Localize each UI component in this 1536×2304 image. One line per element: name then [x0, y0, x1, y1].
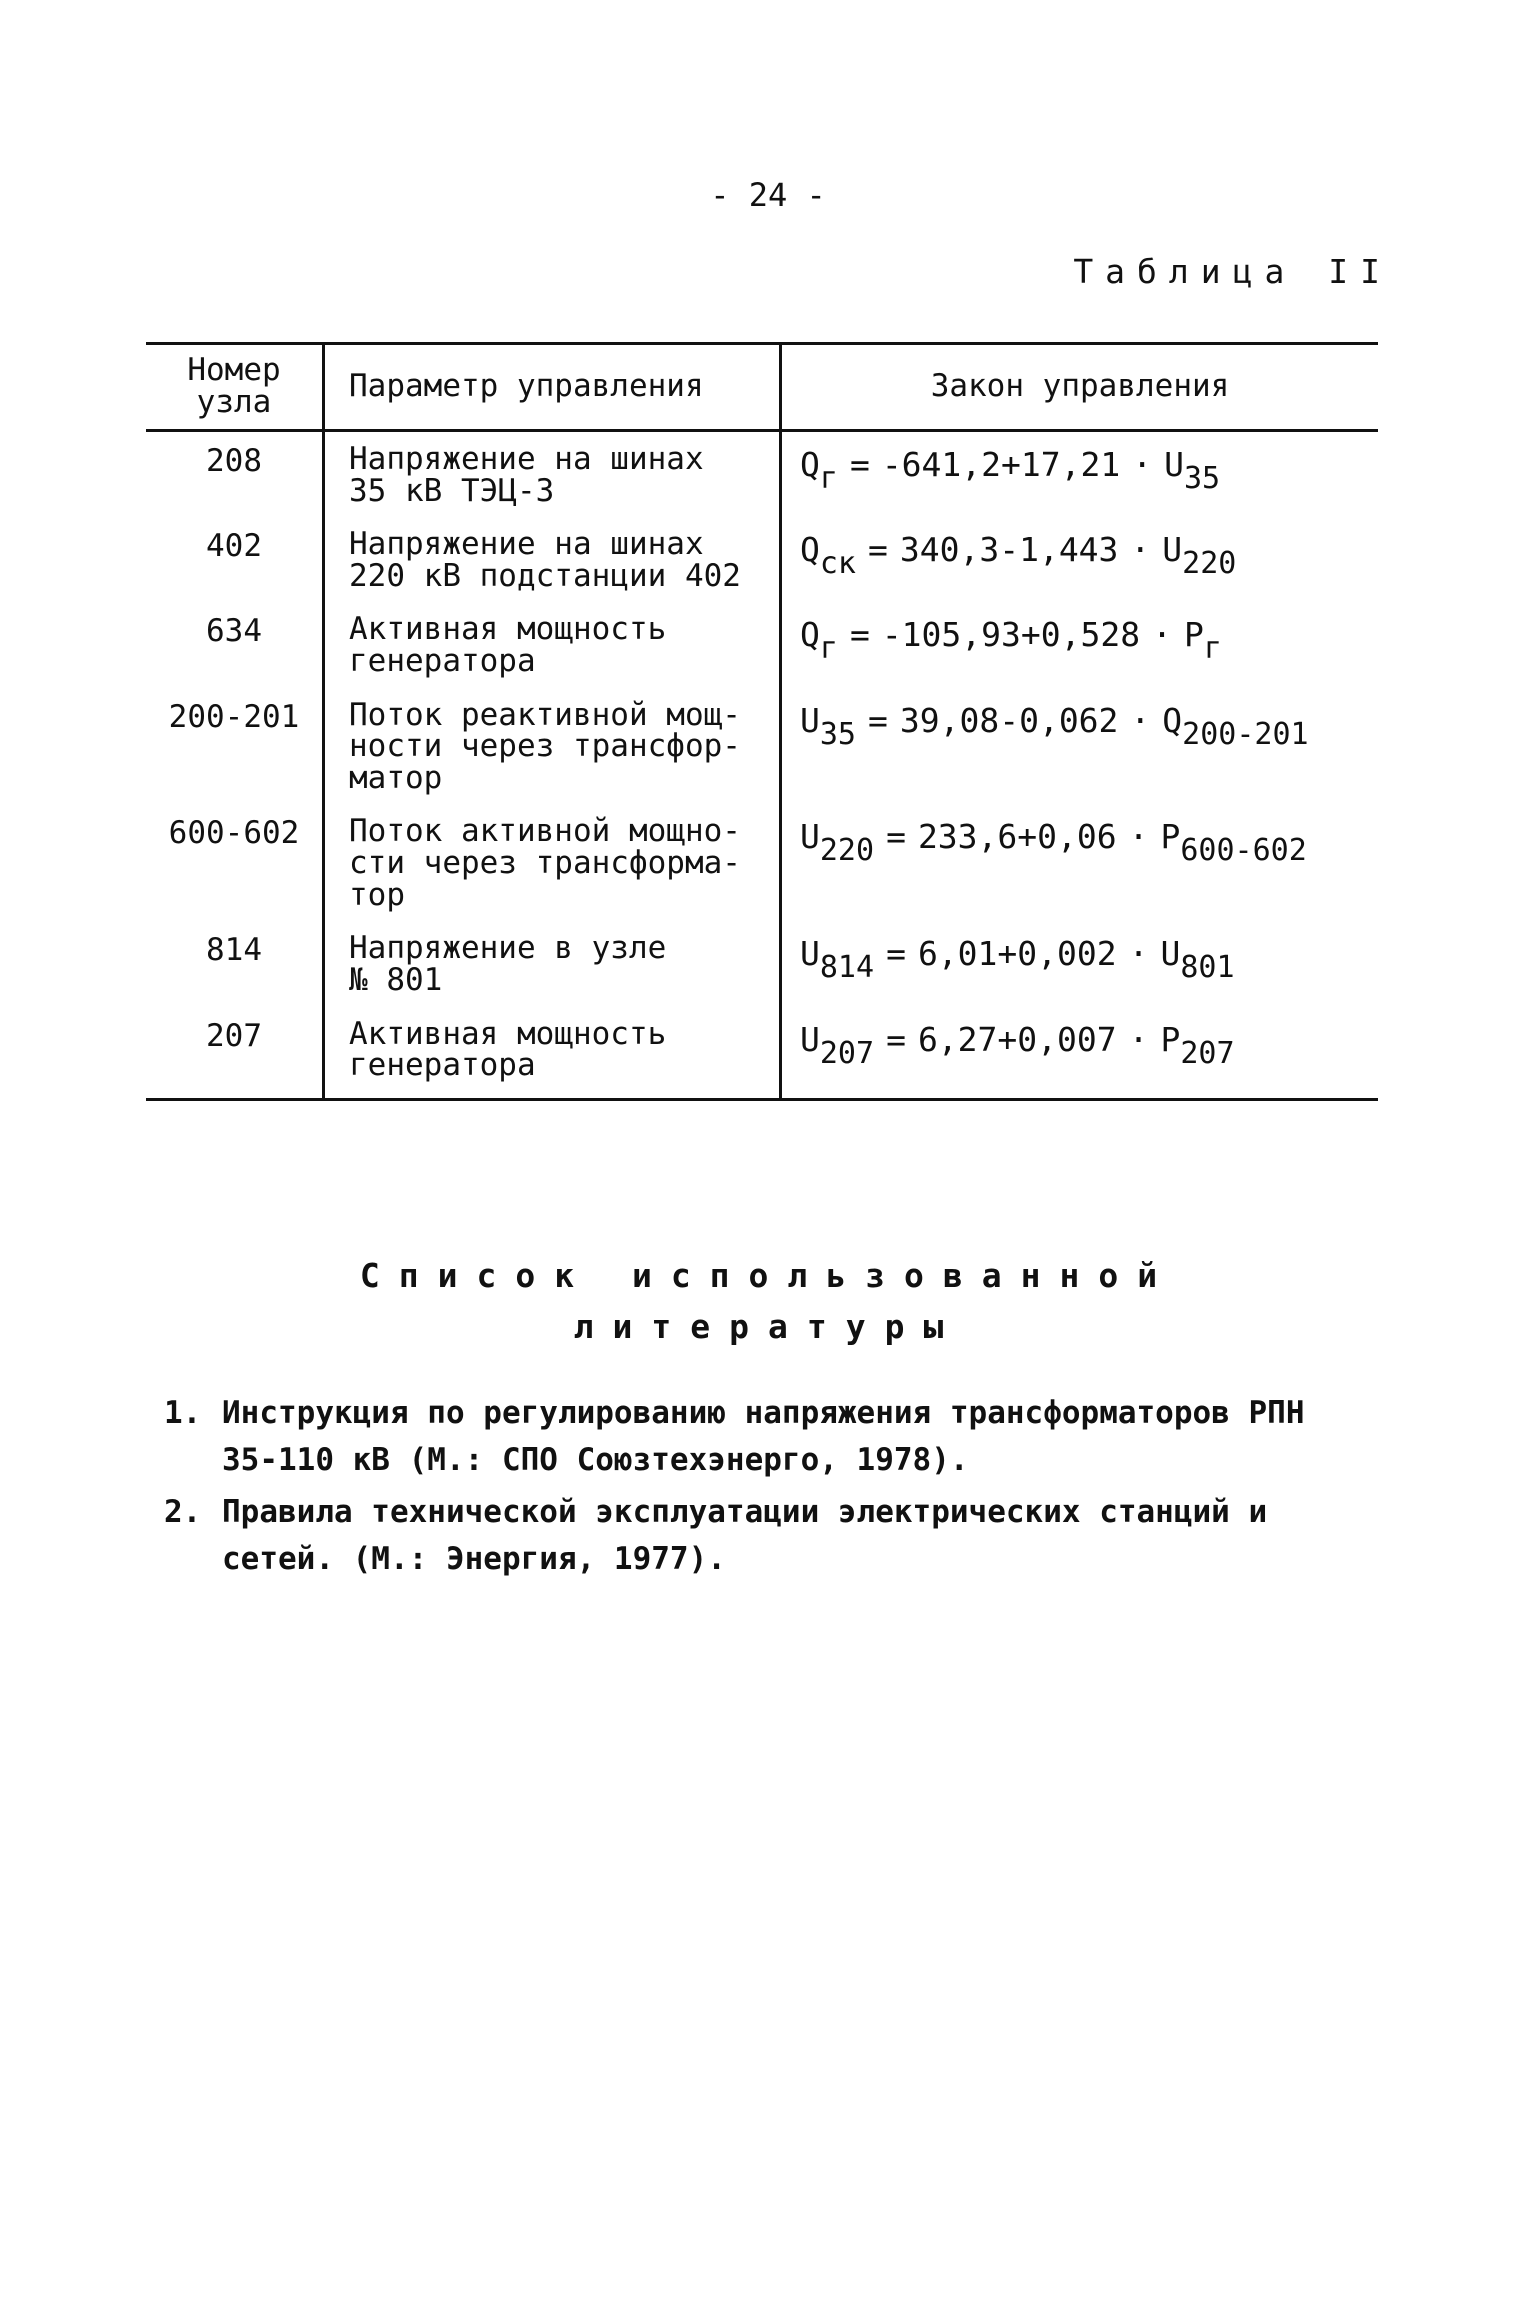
law-lhs-symbol: U [800, 934, 820, 974]
equals-sign: = [886, 934, 906, 974]
header-node-number [146, 344, 324, 431]
law-rhs-symbol: P [1160, 817, 1181, 857]
table-row [146, 431, 1378, 518]
law-lhs-symbol: U [800, 700, 820, 740]
node-number-cell: 402 [206, 528, 262, 565]
law-lhs-symbol: Q [800, 615, 820, 655]
node-number-cell: 600-602 [168, 815, 300, 852]
parameter-cell [324, 602, 781, 687]
parameter-line: генератора [349, 1047, 536, 1084]
page-number: - 24 - [710, 176, 826, 214]
law-rhs-subscript: 200-201 [1182, 716, 1309, 752]
law-lhs-subscript: 814 [819, 950, 875, 986]
table-row [146, 517, 1378, 602]
parameter-cell [324, 804, 781, 921]
law-cell [781, 517, 1379, 602]
parameter-line: № 801 [349, 961, 443, 998]
parameter-line: Напряжение на шинах [349, 441, 704, 477]
equals-sign: = [886, 817, 906, 857]
node-number-cell: 207 [146, 1007, 324, 1100]
equals-sign: = [886, 1019, 906, 1059]
control-law-table [146, 342, 1378, 1101]
equals-sign: = [849, 615, 870, 655]
parameter-line: Напряжение на шинах [349, 526, 704, 563]
parameter-cell [324, 431, 781, 518]
parameter-cell [324, 517, 781, 602]
node-number-cell: 814 [206, 932, 262, 969]
law-lhs-subscript: ск [819, 546, 856, 582]
table-row [146, 804, 1378, 921]
equals-sign: = [868, 530, 888, 570]
law-rhs-symbol: P [1183, 615, 1204, 655]
multiply-dot: · [1128, 1019, 1149, 1059]
parameter-line: генератора [349, 643, 536, 680]
law-expression: 6,27+0,007 [917, 1019, 1117, 1059]
law-lhs-subscript: г [819, 461, 838, 496]
parameter-line: Поток активной мощно- [349, 813, 741, 850]
parameter-line: матор [349, 759, 443, 796]
equals-sign: = [849, 445, 870, 484]
header-node-line2: узла [196, 384, 272, 420]
parameter-line: Активная мощность [349, 1015, 667, 1052]
law-rhs-subscript: 207 [1180, 1035, 1235, 1071]
multiply-dot: · [1132, 445, 1153, 484]
law-lhs-subscript: 35 [819, 716, 856, 752]
law-lhs-symbol: Q [800, 530, 820, 570]
law-rhs-symbol: Q [1162, 700, 1183, 740]
bibliography-title-line2: литературы [573, 1307, 963, 1347]
header-law: Закон управления [781, 344, 1379, 431]
multiply-dot: · [1152, 615, 1172, 655]
node-number-cell: 208 [206, 443, 262, 479]
law-rhs-subscript: 220 [1182, 546, 1237, 582]
bibliography-list [164, 1390, 1324, 1588]
law-lhs-subscript: 207 [819, 1035, 875, 1071]
table-row [146, 1007, 1378, 1100]
parameter-cell [324, 1007, 781, 1100]
parameter-line: Активная мощность [349, 611, 667, 648]
reference-text: Инструкция по регулированию напряжения трансформаторов РПН 35-110 кВ (М.: СПО Союзтехэнерго, 1978). [222, 1395, 1305, 1478]
multiply-dot: · [1128, 817, 1149, 857]
multiply-dot: · [1130, 530, 1151, 570]
law-lhs-symbol: U [800, 1019, 820, 1059]
multiply-dot: · [1128, 934, 1149, 974]
table-header-row [146, 344, 1378, 431]
law-cell [781, 431, 1379, 518]
parameter-line: Напряжение в узле [349, 930, 667, 967]
node-number-cell: 200-201 [168, 698, 300, 735]
law-cell [781, 1007, 1379, 1100]
law-lhs-symbol: Q [800, 445, 820, 484]
table-row [146, 688, 1378, 805]
parameter-line: 35 кВ ТЭЦ-3 [349, 472, 555, 509]
law-lhs-subscript: г [819, 631, 838, 667]
law-lhs-symbol: U [800, 817, 820, 857]
table-caption: Таблица II [1073, 252, 1392, 291]
law-expression: 6,01+0,002 [917, 934, 1117, 974]
multiply-dot: · [1130, 700, 1151, 740]
law-rhs-symbol: P [1160, 1019, 1181, 1059]
law-expression: -105,93+0,528 [881, 615, 1141, 655]
parameter-cell [324, 688, 781, 805]
law-cell [781, 602, 1379, 687]
parameter-line: тор [349, 876, 405, 913]
law-expression: 233,6+0,06 [917, 817, 1117, 857]
node-number-cell: 634 [206, 613, 262, 650]
parameter-line: 220 кВ подстанции 402 [349, 557, 741, 594]
header-parameter: Параметр управления [324, 344, 781, 431]
reference-text: Правила технической эксплуатации электрических станций и сетей. (М.: Энергия, 1977). [222, 1494, 1268, 1577]
law-cell [781, 688, 1379, 805]
table-body [146, 431, 1378, 1100]
law-rhs-symbol: U [1162, 530, 1183, 570]
bibliography-title-line1: Список использованной [359, 1256, 1177, 1295]
reference-number: 2. [164, 1494, 202, 1530]
parameter-cell [324, 921, 781, 1006]
table-row [146, 602, 1378, 687]
law-rhs-subscript: 600-602 [1180, 833, 1307, 869]
law-expression: -641,2+17,21 [881, 445, 1121, 484]
parameter-line: Поток реактивной мощ- [349, 696, 741, 733]
law-rhs-symbol: U [1160, 934, 1181, 974]
law-rhs-subscript: 801 [1180, 950, 1235, 986]
law-expression: 340,3-1,443 [899, 530, 1119, 570]
parameter-line: ности через трансфор- [349, 728, 741, 765]
parameter-line: сти через трансформа- [349, 845, 741, 882]
table-row [146, 921, 1378, 1006]
law-lhs-subscript: 220 [819, 833, 875, 869]
law-cell [781, 921, 1379, 1006]
equals-sign: = [868, 700, 888, 740]
law-rhs-symbol: U [1164, 445, 1184, 484]
law-rhs-subscript: г [1203, 631, 1222, 667]
bibliography-title [0, 1250, 1536, 1352]
reference-number: 1. [164, 1395, 202, 1431]
law-cell [781, 804, 1379, 921]
bibliography-item [164, 1489, 1324, 1582]
bibliography-item [164, 1390, 1324, 1483]
law-expression: 39,08-0,062 [899, 700, 1119, 740]
law-rhs-subscript: 35 [1183, 461, 1221, 496]
header-node-line1: Номер [187, 352, 281, 389]
